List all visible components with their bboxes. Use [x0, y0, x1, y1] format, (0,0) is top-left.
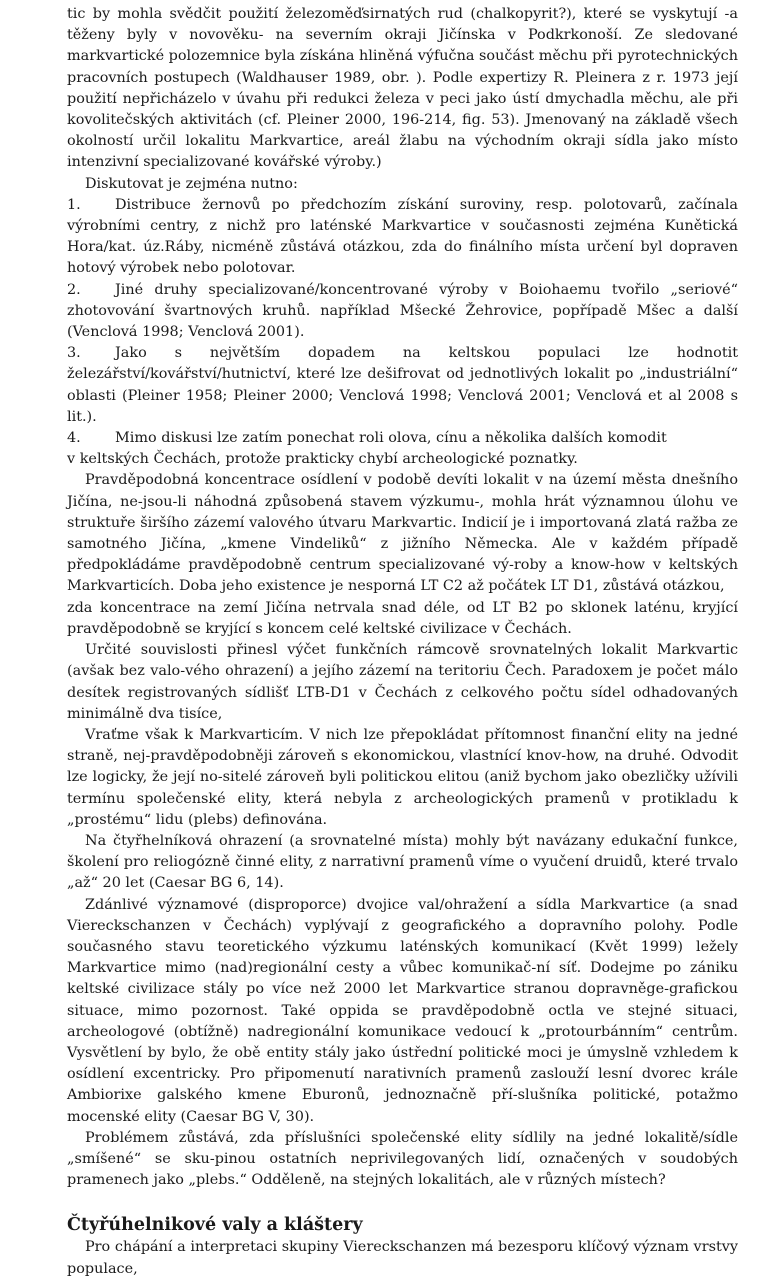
- document-page: [67, 4, 738, 1280]
- list-item: [67, 280, 738, 344]
- list-text: Distribuce žernovů po předchozím získání suroviny, resp. polotovarů, začínala výrobními centry, z nichž pro laténské Markvartice v současnosti zejména Kunětická Hora/kat. úz.Ráby, nicméně zůstává otázkou, zda do finálního místa určení byl dopraven hotový výrobek nebo polotovar.: [67, 196, 738, 277]
- paragraph-body: Určité souvislosti přinesl výčet funkčních rámcově srovnatelných lokalit Markvartic (avšak bez valo-vého ohrazení) a jejího zázemí na teritoriu Čech. Paradoxem je počet málo desítek registrovaných sídlišť LTB-D1 v Čechách z celkového počtu sídel odhadovaných minimálně dva tisíce,: [67, 642, 738, 722]
- paragraph-body: Pravděpodobná koncentrace osídlení v podobě devíti lokalit v na území města dnešního Jičína, ne-jsou-li náhodná způsobená stavem výzkumu-, mohla hrát významnou úlohu ve struktuře širšího zázemí valového útvaru Markvartic. Indicií je i importovaná zlatá ražba ze samotného Jičína, „kmene Vindeliků“ z jižního Německa. Ale v každém případě předpokládáme pravděpodobně centrum specializované vý-roby a know-how v keltských Markvarticích. Doba jeho existence je nesporná LT C2 až počátek LT D1, zůstává otázkou,: [67, 472, 738, 595]
- paragraph-body: Problémem zůstává, zda příslušníci společenské elity sídlily na jedné lokalitě/sídle „smíšené“ se sku-pinou ostatních neprivilegovaných lidí, označených v soudobých pramenech jako „plebs.“ Odděleně, na stejných lokalitách, ale v různých místech?: [67, 1129, 738, 1189]
- list-text: Jako s největším dopadem na keltskou populaci lze hodnotit železářství/kovářství/hutnictví, které lze dešifrovat od jednotlivých lokalit po „industriální“ oblasti (Pleiner 1958; Pleiner 2000; Venclová 1998; Venclová 2001; Venclová et al 2008 s lit.).: [67, 345, 738, 425]
- list-number: 1.: [67, 196, 81, 213]
- paragraph-intro: tic by mohla svědčit použití železoměďsirnatých rud (chalkopyrit?), které se vyskytují -a těženy byly v novověku- na severním okraji Jičínska v Podkrkonoší. Ze sledované markvartické polozemnice byla získána hliněná výfučna součást měchu při pyrotechnických pracovních postupech (Waldhauser 1989, obr. ). Podle expertizy R. Pleinera z r. 1973 její použití nepřicházelo v úvahu při redukci železa v peci jako ústí dmychadla měchu, ale při kovolitečských aktivitách (cf. Pleiner 2000, 196-214, fig. 53). Jmenovaný na základě všech okolností určil lokalitu Markvartice, areál žlabu na východním okraji sídla jako místo intenzivní specializované kovářské výroby.): [67, 6, 738, 171]
- list-item: [67, 428, 738, 449]
- paragraph-body: Zdánlivé významové (disproporce) dvojice val/ohražení a sídla Markvartice (a snad Viereckschanzen v Čechách) vyplývají z geografického a dopravního polohy. Podle současného stavu teoretického výzkumu laténských komunikací (Květ 1999) ležely Markvartice mimo (nad)regionální cesty a vůbec komunikač-ní síť. Dodejme po zániku keltské civilizace stály po více než 2000 let Markvartice stranou dopravněge-grafickou situace, mimo pozornost. Také oppida se pravděpodobně octla ve stejné situaci, archeologové (obtížně) nadregionální komunikace vedoucí k „protourbánním“ centrům. Vysvětlení by bylo, že obě entity stály jako ústřední politické moci je úmyslně vzhledem k osídlení excentricky. Pro připomenutí narativních pramenů zaslouží lesní dvorec krále Ambiorixe galského kmene Eburonů, jednoznačně pří-slušníka politické, potažmo mocenské elity (Caesar BG V, 30).: [67, 896, 738, 1125]
- paragraph-final: Pro chápání a interpretaci skupiny Viereckschanzen má bezesporu klíčový význam vrstvy populace,: [67, 1239, 738, 1277]
- paragraph-after-list: v keltských Čechách, protože prakticky chybí archeologické poznatky.: [67, 451, 578, 468]
- list-number: 3.: [67, 345, 81, 362]
- list-number: 4.: [67, 430, 81, 447]
- section-heading: Čtyřúhelnikové valy a kláštery: [67, 1215, 363, 1236]
- list-text: Jiné druhy specializované/koncentrované výroby v Boiohaemu tvořilo „seriové“ zhotovování švartnových kruhů. například Mšecké Žehrovice, popřípadě Mšec a další (Venclová 1998; Venclová 2001).: [67, 281, 738, 341]
- list-item: [67, 343, 738, 428]
- paragraph-body: Na čtyřhelníková ohrazení (a srovnatelné místa) mohly být navázany edukační funkce, školení pro reliogózně činné elity, z narrativní pramenů víme o vyučení druidů, které trvalo „až“ 20 let (Caesar BG 6, 14).: [67, 832, 738, 892]
- list-text: Mimo diskusi lze zatím ponechat roli olova, cínu a několika dalších komodit: [115, 430, 667, 447]
- list-number: 2.: [67, 281, 81, 298]
- paragraph-discussion-lead: Diskutovat je zejména nutno:: [85, 175, 298, 192]
- list-item: [67, 195, 738, 280]
- paragraph-body: zda koncentrace na zemí Jičína netrvala snad déle, od LT B2 po sklonek laténu, kryjící pravděpodobně se kryjící s koncem celé keltské civilizace v Čechách.: [67, 599, 738, 637]
- paragraph-body: Vraťme však k Markvarticím. V nich lze přepokládat přítomnost finanční elity na jedné straně, nej-pravděpodobněji zároveň s ekonomickou, vlastnící knov-how, na druhé. Odvodit lze logicky, že její no-sitelé zároveň byli politickou elitou (aniž bychom jako obezličky užívili termínu společenské elity, která nebyla z archeologických pramenů v protikladu k „prostému“ lidu (plebs) definována.: [67, 726, 738, 828]
